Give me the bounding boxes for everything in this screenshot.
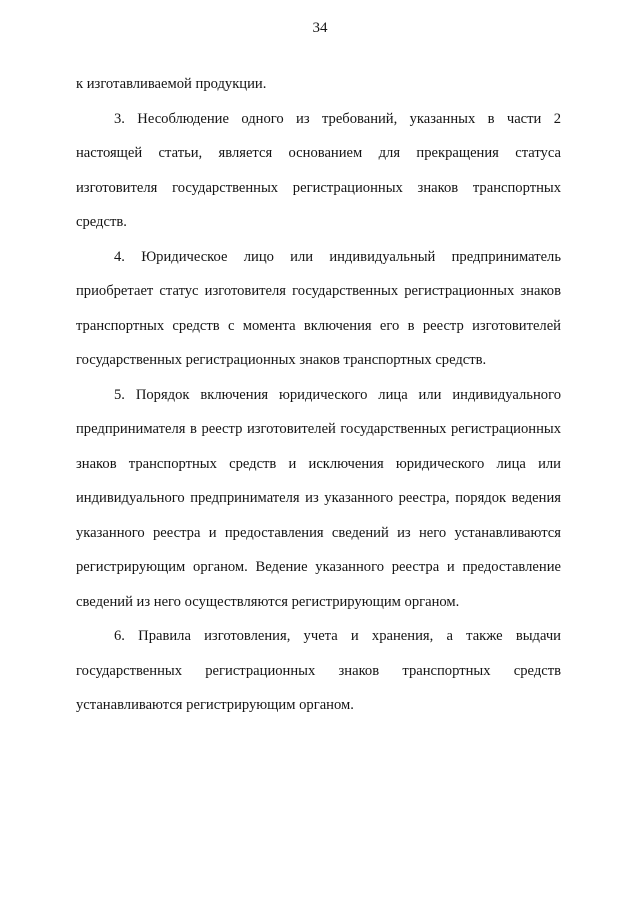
paragraph-5: 5. Порядок включения юридического лица или индивидуального предпринимателя в реестр изготовителей государственных регистрационных знаков транспортных средств и исключения юридического лица или индивидуального предпринимателя из указанного реестра, порядок ведения указанного реестра и предоставления сведений из него устанавливаются регистрирующим органом. Ведение указанного реестра и предоставление сведений из него осуществляются регистрирующим органом. (76, 386, 561, 610)
paragraph-continuation: к изготавливаемой продукции. (76, 76, 267, 92)
paragraph-4: 4. Юридическое лицо или индивидуальный предприниматель приобретает статус изготовителя государственных регистрационных знаков транспортных средств с момента включения его в реестр изготовителей государственных регистрационных знаков транспортных средств. (76, 248, 561, 368)
page-number: 34 (312, 20, 328, 36)
paragraph-6: 6. Правила изготовления, учета и хранения, а также выдачи государственных регистрационных знаков транспортных средств устанавливаются регистрирующим органом. (76, 628, 561, 713)
paragraph-3: 3. Несоблюдение одного из требований, указанных в части 2 настоящей статьи, является основанием для прекращения статуса изготовителя государственных регистрационных знаков транспортных средств. (76, 110, 561, 230)
document-body (76, 67, 561, 723)
